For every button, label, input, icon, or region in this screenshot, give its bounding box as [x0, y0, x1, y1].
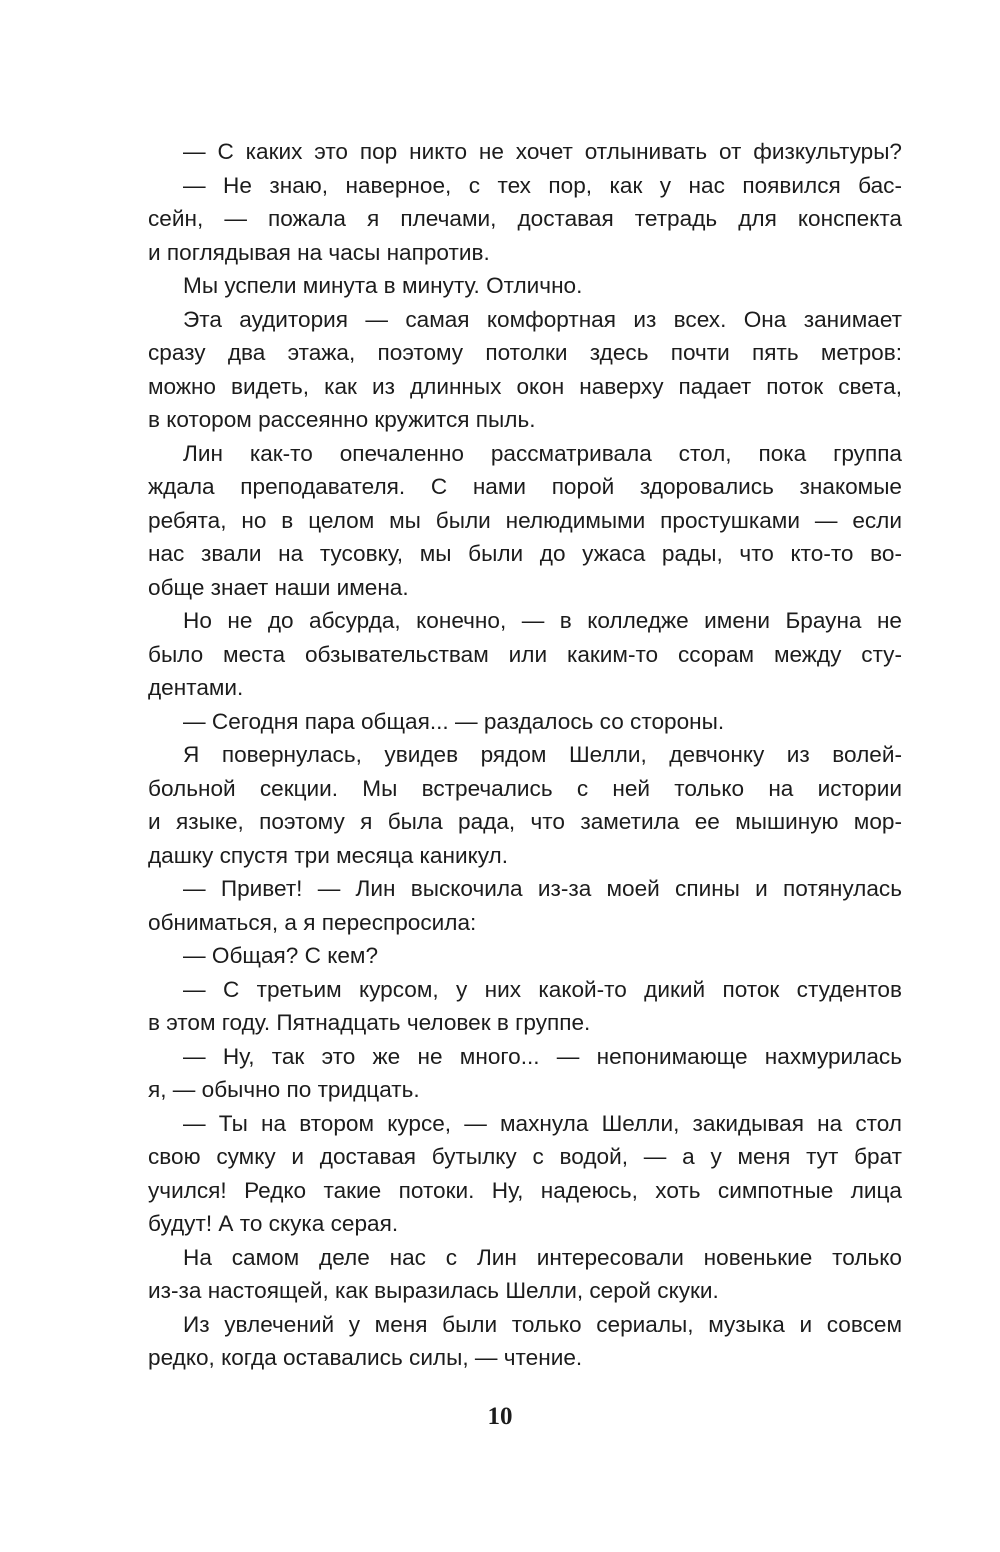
text-line: в этом году. Пятнадцать человек в группе.: [148, 1010, 591, 1035]
text-line: — Ну, так это же не много... — непонимающе нахмурилась: [183, 1043, 902, 1069]
text-line: сейн, — пожала я плечами, доставая тетрадь для конспекта: [148, 206, 902, 231]
text-line: и языке, поэтому я была рада, что заметила ее мышиную мор-: [148, 809, 902, 834]
text-line: — С третьим курсом, у них какой-то дикий поток студентов: [183, 976, 902, 1002]
text-line: будут! А то скука серая.: [148, 1211, 399, 1236]
body-text: [148, 135, 902, 1375]
text-line: нас звали на тусовку, мы были до ужаса рады, что кто-то во-: [148, 541, 902, 566]
text-line: редко, когда оставались силы, — чтение.: [148, 1345, 583, 1370]
text-line: Лин как-то опечаленно рассматривала стол, пока группа: [183, 440, 902, 466]
text-line: Я повернулась, увидев рядом Шелли, девчонку из волей-: [183, 742, 902, 767]
text-line: — Не знаю, наверное, с тех пор, как у нас появился бас-: [183, 172, 902, 198]
text-line: дашку спустя три месяца каникул.: [148, 842, 508, 868]
text-line: ребята, но в целом мы были нелюдимыми простушками — если: [148, 507, 902, 533]
page-number: 10: [487, 1403, 513, 1430]
text-line: Из увлечений у меня были только сериалы, музыка и совсем: [183, 1311, 902, 1337]
text-line: На самом деле нас с Лин интересовали новенькие только: [183, 1244, 902, 1270]
text-line: свою сумку и доставая бутылку с водой, — а у меня тут брат: [148, 1144, 902, 1169]
text-line: — Ты на втором курсе, — махнула Шелли, закидывая на стол: [183, 1110, 902, 1136]
text-line: в котором рассеянно кружится пыль.: [148, 407, 536, 432]
text-line: из-за настоящей, как выразилась Шелли, серой скуки.: [148, 1278, 719, 1303]
text-line: Мы успели минута в минуту. Отлично.: [183, 273, 583, 298]
text-line: Но не до абсурда, конечно, — в колледже имени Брауна не: [183, 608, 902, 633]
text-line: дентами.: [148, 675, 244, 700]
text-line: можно видеть, как из длинных окон наверху падает поток света,: [148, 373, 902, 399]
text-line: Эта аудитория — самая комфортная из всех. Она занимает: [183, 306, 902, 332]
text-line: ждала преподавателя. С нами порой здоровались знакомые: [148, 474, 902, 499]
text-line: — Привет! — Лин выскочила из-за моей спины и потянулась: [183, 876, 902, 901]
text-line: я, — обычно по тридцать.: [148, 1077, 420, 1102]
text-line: и поглядывая на часы напротив.: [148, 239, 490, 265]
text-line: больной секции. Мы встречались с ней только на истории: [148, 775, 902, 801]
text-line: обниматься, а я переспросила:: [148, 909, 477, 935]
text-line: обще знает наши имена.: [148, 574, 409, 600]
text-line: учился! Редко такие потоки. Ну, надеюсь, хоть симпотные лица: [148, 1177, 902, 1203]
text-line: — Сегодня пара общая... — раздалось со стороны.: [183, 708, 725, 734]
text-line: было места обзывательствам или каким-то ссорам между сту-: [148, 641, 902, 667]
text-line: — С каких это пор никто не хочет отлынивать от физкультуры?: [183, 139, 902, 164]
text-line: сразу два этажа, поэтому потолки здесь почти пять метров:: [148, 340, 902, 365]
text-line: — Общая? С кем?: [183, 943, 379, 968]
